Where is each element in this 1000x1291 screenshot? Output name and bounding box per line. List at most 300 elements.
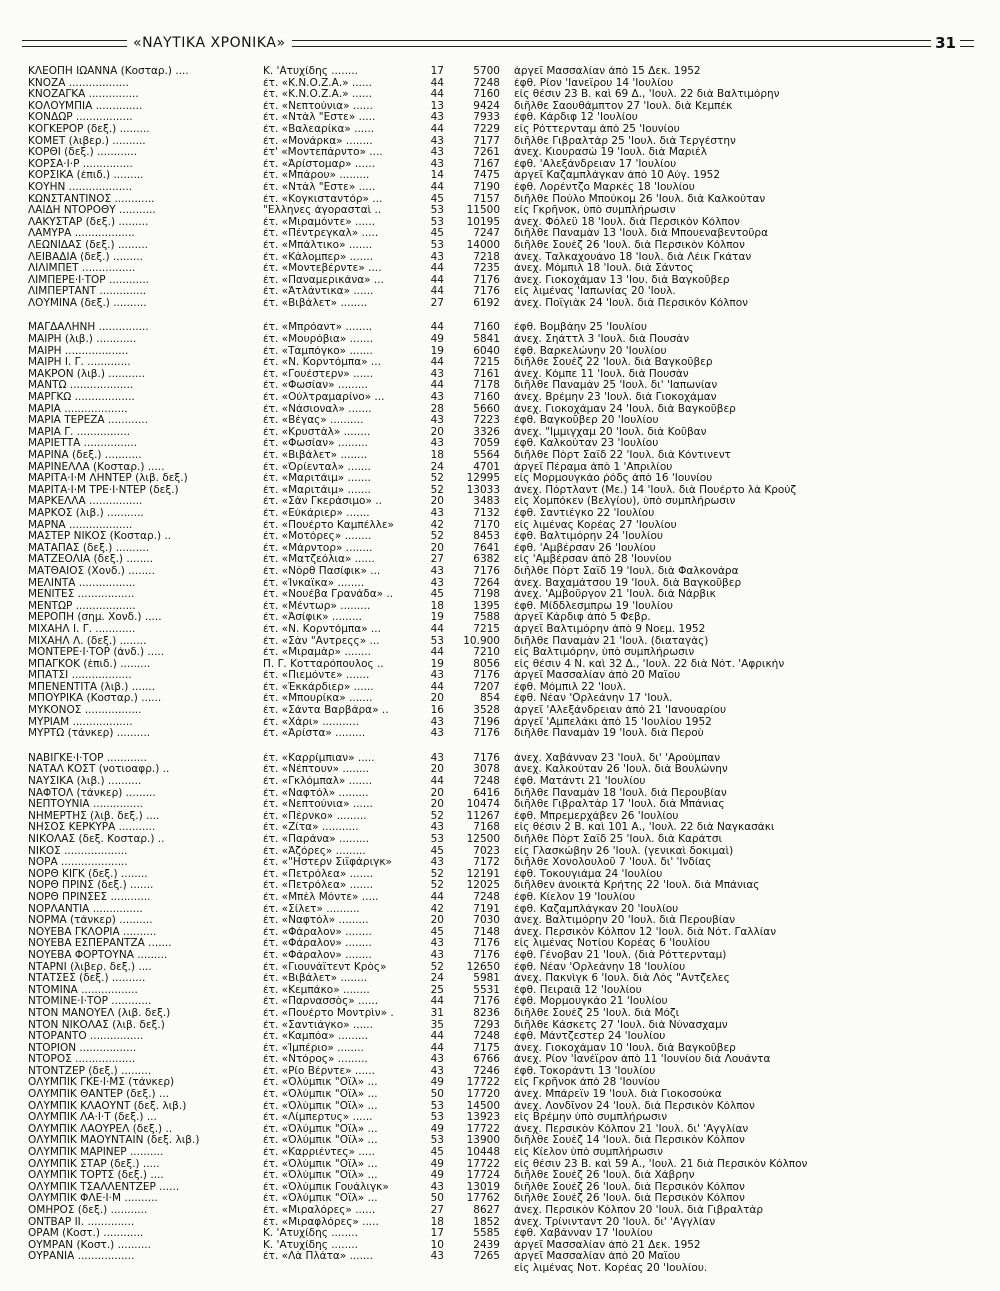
ship-name: ΚΝΟΖΑ ..................	[28, 77, 129, 89]
built-year: 44	[430, 263, 444, 275]
tonnage: 7178	[473, 380, 500, 392]
table-row	[28, 799, 968, 811]
table-row	[28, 1205, 968, 1217]
table-row	[28, 112, 968, 124]
position-report: ἀνεχ. Τρίνινταντ 20 'Ιουλ. δι' 'Αγγλίαν	[514, 1216, 716, 1228]
ship-name: ΟΥΜΡΑΝ (Κοστ.) ..........	[28, 1239, 151, 1251]
ship-name: ΜΥΡΙΑΜ ..................	[28, 716, 133, 728]
tonnage: 14000	[466, 239, 500, 251]
ship-owner: ἐτ. «Ρίο Βέρντε» ......	[263, 1065, 375, 1077]
ship-owner: ἐτ. «Σάντα Βαρβάρα» ..	[263, 705, 389, 717]
ship-name: ΟΛΥΜΠΙΚ ΤΣΑΛΛΕΝΤΖΕΡ ......	[28, 1181, 180, 1193]
ship-owner: ἐτ. «Οὐλτραμαρίνο» ...	[263, 392, 385, 404]
table-row	[28, 705, 968, 717]
tonnage: 9424	[473, 100, 500, 112]
ship-name: ΛΙΛΙΜΠΕΤ ................	[28, 263, 136, 275]
built-year: 45	[430, 228, 444, 240]
ship-name: ΝΟΡΘ ΠΡΙΝΣΕΣ ............	[28, 891, 151, 903]
ship-owner: ἐτ. «Κρυστὰλ» ........	[263, 426, 371, 438]
built-year: 20	[430, 693, 444, 705]
ship-name	[28, 1263, 258, 1275]
position-report: ἀνεχ. Γιοκοχάμαν 10 'Ιουλ. διὰ Βαγκοῦβερ	[514, 1042, 736, 1054]
tonnage: 7176	[473, 996, 500, 1008]
tonnage: 7215	[473, 357, 500, 369]
tonnage: 17724	[466, 1170, 500, 1182]
tonnage: 5700	[473, 66, 500, 77]
tonnage: 6766	[473, 1054, 500, 1066]
tonnage: 13033	[466, 484, 500, 496]
table-row	[28, 1066, 968, 1078]
table-row	[28, 880, 968, 892]
ship-name: ΚΟΝΔΩΡ .................	[28, 112, 133, 124]
tonnage: 7177	[473, 135, 500, 147]
position-report: ἀνεχ. Ρίον 'Ιανέϊρον ἀπὸ 11 'Ιουνίου διὰ Λουάντα	[514, 1054, 771, 1066]
built-year: 43	[430, 670, 444, 682]
built-year: 44	[430, 286, 444, 298]
table-row	[28, 1228, 968, 1240]
ship-owner: ἐτ. «Βιβάλετ» ........	[263, 297, 368, 309]
position-report: εἰς Βρέμην ὑπὸ συμπλήρωσιν	[514, 1112, 668, 1124]
position-report: ἐφθ. Νέαν 'Ορλεάνην 17 'Ιουλ.	[514, 693, 673, 705]
built-year: 28	[430, 403, 444, 415]
tonnage: 7160	[473, 89, 500, 101]
position-report: διῆλθε Χονολουλοῦ 7 'Ιουλ. δι' 'Ινδίας	[514, 857, 712, 869]
position-report: ἀνεχ. Φόλεϋ 18 'Ιουλ. διὰ Περσικὸν Κόλπον	[514, 216, 740, 228]
built-year: 20	[430, 764, 444, 776]
tonnage: 11500	[466, 205, 500, 217]
tonnage: 7176	[473, 949, 500, 961]
ship-name: ΝΤΟΜΙΝΑ .................	[28, 984, 138, 996]
position-report: ἐφθ. Τοκοράντι 13 'Ιουλίου	[514, 1065, 656, 1077]
header-rule-right	[960, 40, 974, 47]
built-year: 44	[430, 181, 444, 193]
ship-owner: ἐτ. «Λὰ Πλάτα» .......	[263, 1251, 373, 1263]
ship-name: ΜΠΕΝΕΝΤΙΤΑ (λιβ.) .......	[28, 681, 156, 693]
table-row	[28, 857, 968, 869]
table-row	[28, 869, 968, 881]
built-year: 43	[430, 112, 444, 124]
position-report: ἀργεῖ 'Αλεξάνδρειαν ἀπὸ 21 'Ιανουαρίου	[514, 705, 727, 717]
ship-owner: ἐτ. «Νάσιοναλ» .......	[263, 403, 372, 415]
position-report: εἰς Μορμουγκάο ῥόδς ἀπὸ 16 'Ιουνίου	[514, 473, 713, 485]
built-year: 43	[430, 438, 444, 450]
table-row	[28, 275, 968, 287]
tonnage: 3528	[473, 705, 500, 717]
ship-owner: ἐτ. «Φάραλον» ........	[263, 926, 372, 938]
built-year: 44	[430, 996, 444, 1008]
page-title: «ΝΑΥΤΙΚΑ ΧΡΟΝΙΚΑ»	[133, 35, 286, 51]
tonnage: 7157	[473, 193, 500, 205]
ship-owner: ἐτ. «Πέντρεγκαλ» .....	[263, 228, 379, 240]
ship-name: ΟΛΥΜΠΙΚ ΓΚΕ·Ι·ΜΣ (τάνκερ)	[28, 1077, 175, 1089]
tonnage: 2439	[473, 1239, 500, 1251]
table-row	[28, 834, 968, 846]
tonnage: 8627	[473, 1205, 500, 1216]
built-year: 44	[430, 776, 444, 788]
table-row	[28, 147, 968, 159]
tonnage: 7641	[473, 542, 500, 554]
tonnage: 17720	[466, 1089, 500, 1101]
position-report: διῆλθε Σουὲζ 25 'Ιουλ. διὰ Μόζι	[514, 1007, 680, 1019]
ship-owner: ἐτ. «Φωσίαν» .........	[263, 438, 368, 450]
ship-owner: ἐτ. «Πουέρτο Καμπέλλε»	[263, 519, 394, 531]
ship-name: ΚΝΟΖΑΓΚΑ ...............	[28, 89, 139, 101]
built-year: 44	[430, 623, 444, 635]
ship-name: ΟΥΡΑΝΙΑ .................	[28, 1251, 135, 1263]
ship-name: ΝΟΥΕΒΑ ΕΣΠΕΡΑΝΤΖΑ .......	[28, 938, 172, 950]
ship-owner: ἐτ. «Ἀτλάντικα» ......	[263, 286, 374, 298]
table-row	[28, 1101, 968, 1113]
ship-owner: ἐτ. «Πιεμόντε» .......	[263, 670, 370, 682]
ship-owner: ἐτ. «Ναφτόλ» .........	[263, 915, 369, 927]
ship-owner: ἐτ. «Πέρνκο» .........	[263, 810, 367, 822]
tonnage	[446, 1263, 514, 1275]
ship-owner: ἐτ. «Σὰν "Αντρεςς» ...	[263, 635, 380, 647]
tonnage: 7176	[473, 286, 500, 298]
built-year: 43	[430, 716, 444, 728]
built-year: 53	[430, 216, 444, 228]
table-row	[28, 647, 968, 659]
tonnage: 17762	[466, 1193, 500, 1205]
ship-name: ΜΑΡΙΕΤΤΑ ................	[28, 438, 138, 450]
table-row	[28, 228, 968, 240]
position-report: εἰς θέσιν 4 Ν. καὶ 32 Δ., 'Ιουλ. 22 διὰ Νότ. 'Αφρικὴν	[514, 658, 785, 670]
ship-owner: ἐτ. «Ντόρος» .........	[263, 1054, 368, 1066]
header-rule-middle	[292, 40, 932, 47]
built-year: 13	[430, 100, 444, 112]
ship-name: ΜΠΟΥΡΙΚΑ (Κοσταρ.) ......	[28, 693, 162, 705]
tonnage: 14500	[466, 1100, 500, 1112]
ship-name: ΚΟΜΕΤ (λιβερ.) ..........	[28, 135, 146, 147]
built-year: 45	[430, 193, 444, 205]
position-report: διῆλθε Παναμὰν 18 'Ιουλ. διὰ Περουβίαν	[514, 787, 727, 799]
built-year: 31	[430, 1007, 444, 1019]
built-year: 50	[430, 1193, 444, 1205]
tonnage: 7190	[473, 181, 500, 193]
tonnage: 7030	[473, 915, 500, 927]
tonnage: 7176	[473, 565, 500, 577]
position-report: ἀργεῖ 'Αμπελάκι ἀπὸ 15 'Ιουλίου 1952	[514, 716, 712, 728]
ship-owner: ἐτ. «Καρριέντες» .....	[263, 1147, 375, 1159]
ship-owner: ἐτ. «Μοντεβέρντε» ....	[263, 263, 382, 275]
table-row	[28, 194, 968, 206]
ship-name: ΟΛΥΜΠΙΚ ΜΑΟΥΝΤΑΙΝ (δεξ. λιβ.)	[28, 1135, 200, 1147]
position-report: ἀνεχ. Γιοκοχάμαν 24 'Ιουλ. διὰ Βαγκοῦβερ	[514, 403, 736, 415]
ship-owner: ἐτ. «Μάρντορ» ........	[263, 542, 373, 554]
built-year: 43	[430, 392, 444, 404]
ship-owner: ἐτ. «Εὐκάριερ» .......	[263, 507, 370, 519]
header-rule-left	[22, 40, 127, 47]
tonnage: 7210	[473, 647, 500, 659]
position-report: διῆλθε Παναμὰν 21 'Ιουλ. (διαταγὰς)	[514, 635, 709, 647]
position-report: ἀνεχ. Ταλκαχουάνο 18 'Ιουλ. διὰ Λέικ Γκάταν	[514, 251, 752, 263]
ship-name: ΟΛΥΜΠΙΚ ΚΛΑΟΥΝΤ (δεξ. λιβ.)	[28, 1100, 187, 1112]
table-row	[28, 357, 968, 369]
table-row	[28, 1008, 968, 1020]
ship-owner: ἐτ. «Ὀλύμπικ "Οϊλ» ...	[263, 1135, 378, 1147]
position-report: ἀργεῖ Μασσαλίαν ἀπὸ 20 Μαΐου	[514, 670, 681, 682]
table-row	[28, 811, 968, 823]
ship-owner: ἐτ. «Μιραμὰρ» ........	[263, 647, 372, 659]
tonnage: 7588	[473, 612, 500, 624]
ship-owner: ἐτ. «Ἀρίστομαρ» ......	[263, 158, 375, 170]
ship-owner: ἐτ. «Κογκισταντόρ» ...	[263, 193, 383, 205]
built-year: 45	[430, 845, 444, 857]
position-report: ἀνεχ. Ποϊγιὰκ 24 'Ιουλ. διὰ Περσικὸν Κόλπον	[514, 297, 748, 309]
built-year: 20	[430, 542, 444, 554]
ship-owner: ἐτ. «"Ηστερν Σιϊφάριγκ»	[263, 857, 392, 869]
tonnage: 6192	[473, 297, 500, 309]
ship-owner: ἐτ. «Κεμπάκο» ........	[263, 984, 370, 996]
position-report: διῆλθε Παναμὰν 19 'Ιουλ. διὰ Περοὺ	[514, 728, 704, 740]
position-report: ἀνεχ. Γιοκοχάμαν 13 'Ιου. διὰ Βαγκοῦβερ	[514, 274, 730, 286]
position-report: διῆλθε Πὸρτ Σαΐδ 19 'Ιουλ. διὰ Φαλκονάρα	[514, 565, 739, 577]
built-year: 49	[430, 1123, 444, 1135]
tonnage: 7196	[473, 716, 500, 728]
built-year: 52	[430, 484, 444, 496]
tonnage: 7215	[473, 623, 500, 635]
tonnage: 11267	[466, 810, 500, 822]
page-header	[22, 28, 974, 58]
built-year: 27	[430, 1205, 444, 1216]
tonnage: 7264	[473, 577, 500, 589]
position-report: ἀνεχ. Μόμπιλ 18 'Ιουλ. διὰ Σάντος	[514, 263, 694, 275]
built-year: 43	[430, 822, 444, 834]
table-row	[28, 404, 968, 416]
tonnage: 12650	[466, 961, 500, 973]
built-year: 43	[430, 1065, 444, 1077]
position-report: ἐφθ. Λορέντζο Μαρκὲς 18 'Ιουλίου	[514, 181, 695, 193]
table-row	[28, 1193, 968, 1205]
ship-name: ΟΝΤΒΑΡ ΙΙ. ..............	[28, 1216, 135, 1228]
ship-name: ΜΕΡΟΠΗ (σημ. Χονδ.) .....	[28, 612, 162, 624]
position-report: διῆλθε Σουὲζ 26 'Ιουλ. διὰ Περσικὸν Κόλπον	[514, 239, 745, 251]
tonnage: 13019	[466, 1181, 500, 1193]
built-year: 17	[430, 1228, 444, 1240]
tonnage: 7170	[473, 519, 500, 531]
ship-owner: ἐτ. «Μπουρίκα» .......	[263, 693, 373, 705]
position-report: διῆλθε Παναμὰν 13 'Ιουλ. διὰ Μπουεναβεντοῦρα	[514, 228, 768, 240]
built-year: 42	[430, 519, 444, 531]
built-year: 43	[430, 1054, 444, 1066]
position-report: διῆλθε Πὸρτ Σαΐδ 22 'Ιουλ. διὰ Κόντινεντ	[514, 450, 731, 461]
table-row	[28, 322, 968, 334]
ship-name: ΛΟΥΜΙΝΑ (δεξ.) ..........	[28, 297, 147, 309]
built-year: 43	[430, 565, 444, 577]
ship-name: ΝΤΑΤΣΕΣ (δεξ.) ..........	[28, 973, 146, 985]
built-year: 44	[430, 1031, 444, 1043]
table-row	[28, 938, 968, 950]
built-year: 52	[430, 810, 444, 822]
table-row	[28, 950, 968, 962]
table-row	[28, 682, 968, 694]
ship-owner: ἐτ. «Γκλόμπαλ» .......	[263, 776, 373, 788]
tonnage: 6040	[473, 345, 500, 357]
ship-owner: ἐτ. «Ὀλύμπικ "Οϊλ» ...	[263, 1100, 378, 1112]
built-year: 43	[430, 507, 444, 519]
position-report: διῆλθε Σουὲζ 26 'Ιουλ. διὰ Περσικὸν Κόλπον	[514, 1193, 745, 1205]
position-report: ἐφθ. Βαλτιμόρην 24 'Ιουλίου	[514, 531, 663, 543]
table-row	[28, 1170, 968, 1182]
ship-name: ΝΟΥΕΒΑ ΓΚΛΟΡΙΑ ..........	[28, 926, 157, 938]
ship-owner: ἐτ. «Ὀλύμπικ "Οϊλ» ...	[263, 1123, 378, 1135]
position-report: ἐφθ. Νέαν 'Ορλεάνην 18 'Ιουλίου	[514, 961, 686, 973]
ship-owner: ἐτ. «Ζίτα» ...........	[263, 822, 359, 834]
ship-owner: ἐτ. «Χάρι» ...........	[263, 716, 359, 728]
tonnage: 3078	[473, 764, 500, 776]
ship-name: ΝΟΥΕΒΑ ΦΟΡΤΟΥΝΑ .........	[28, 949, 168, 961]
ship-owner: ἐτ. «Νὸρθ Πασίφικ» ...	[263, 565, 381, 577]
position-report: ἐφθ. Μορμουγκάο 21 'Ιουλίου	[514, 996, 668, 1008]
built-year: 18	[430, 450, 444, 461]
built-year: 44	[430, 322, 444, 334]
ship-owner: ἐτ. «Καμπόα» .........	[263, 1031, 369, 1043]
built-year: 20	[430, 426, 444, 438]
ship-owner: Κ. 'Ατυχίδης ........	[263, 1239, 358, 1251]
tonnage: 5660	[473, 403, 500, 415]
table-row	[28, 1135, 968, 1147]
ship-name: ΜΑΡΚΕΛΛΑ ................	[28, 496, 143, 508]
ship-owner: ἐτ. «Πουέρτο Μοντρὶν» .	[263, 1007, 394, 1019]
built-year: 44	[430, 77, 444, 89]
ship-name: ΟΜΗΡΟΣ (δεξ.) ...........	[28, 1205, 148, 1216]
tonnage: 8453	[473, 531, 500, 543]
ship-owner: ἐτ. «Φάραλον» ........	[263, 949, 372, 961]
position-report: ἀργεῖ Κάρδιφ ἀπὸ 5 Φεβρ.	[514, 612, 651, 624]
ship-name: ΝΤΟΡΟΣ ..................	[28, 1054, 136, 1066]
ship-owner: "Ελληνες ἀγορασταὶ ..	[263, 205, 382, 217]
ship-name: ΝΟΡΘ ΚΙΓΚ (δεξ.) ........	[28, 868, 148, 880]
built-year: 53	[430, 1100, 444, 1112]
ship-owner: ἐτ. «Βαλεαρίκα» ......	[263, 123, 375, 135]
ship-owner: ἐτ. «Κ.Ν.Ο.Ζ.Α.» ......	[263, 77, 372, 89]
table-row	[28, 415, 968, 427]
built-year: 44	[430, 380, 444, 392]
table-row	[28, 286, 968, 298]
position-report: ἐφθ. Γένοβαν 21 'Ιουλ. (διὰ Ρόττερνταμ)	[514, 949, 727, 961]
tonnage: 3483	[473, 496, 500, 508]
ship-name: ΟΛΥΜΠΙΚ ΤΟΡΤΣ (δεξ.) ....	[28, 1170, 164, 1182]
table-row	[28, 764, 968, 776]
ship-name: ΝΟΡΛΑΝΤΙΑ ...............	[28, 903, 143, 915]
ship-owner: ἐτ. «Καρρίμπιαν» .....	[263, 752, 375, 764]
ship-name: ΝΟΡΑ ....................	[28, 857, 128, 869]
table-row	[28, 170, 968, 182]
ship-name: ΛΑΜΥΡΑ ..................	[28, 228, 135, 240]
position-report: εἰς Βαλτιμόρην, ὑπὸ συμπλήρωσιν	[514, 647, 695, 659]
built-year: 43	[430, 147, 444, 159]
ship-owner: ἐτ. «Ν. Κορντόμπα» ...	[263, 357, 381, 369]
ship-name: ΛΑΙΔΗ ΝΤΟΡΟΘΥ ...........	[28, 205, 156, 217]
ship-name: ΝΗΜΕΡΤΗΣ (λιβ. δεξ.) ....	[28, 810, 160, 822]
position-report: εἰς λιμένας 'Ιαπωνίας 20 'Ιουλ.	[514, 286, 676, 298]
ship-name: ΜΑΤΘΑΙΟΣ (Χονδ.) ........	[28, 565, 155, 577]
built-year: 49	[430, 334, 444, 346]
tonnage: 7176	[473, 274, 500, 286]
position-report: ἀνεχ. Περσικὸν Κόλπον 20 'Ιουλ. διὰ Γιβραλτὰρ	[514, 1205, 764, 1216]
built-year: 52	[430, 531, 444, 543]
built-year: 50	[430, 1089, 444, 1101]
ship-name: ΟΛΥΜΠΙΚ ΘΑΝΤΕΡ (δεξ.) ...	[28, 1089, 169, 1101]
position-report: εἰς λιμένας Κορέας 27 'Ιουλίου	[514, 519, 677, 531]
position-report: ἀνεχ. Βαλτιμόρην 20 'Ιουλ. διὰ Περουβίαν	[514, 915, 736, 927]
ship-owner: ἐτ. «Μουρόβια» .......	[263, 334, 374, 346]
tonnage: 1395	[473, 600, 500, 612]
tonnage: 13923	[466, 1112, 500, 1124]
tonnage: 10.900	[463, 635, 500, 647]
tonnage: 17722	[466, 1077, 500, 1089]
table-row	[28, 263, 968, 275]
ship-name: ΝΤΟΝ ΝΙΚΟΛΑΣ (λιβ. δεξ.)	[28, 1019, 165, 1031]
built-year: 19	[430, 612, 444, 624]
tonnage: 7167	[473, 158, 500, 170]
position-report: ἐφθ. Κίελον 19 'Ιουλίου	[514, 891, 636, 903]
table-row	[28, 985, 968, 997]
tonnage: 7176	[473, 938, 500, 950]
built-year: 25	[430, 984, 444, 996]
table-row	[28, 1147, 968, 1159]
ship-owner: ἐτ. «Μαριτάιμ» .......	[263, 484, 371, 496]
built-year: 35	[430, 1019, 444, 1031]
table-row	[28, 753, 968, 765]
table-row	[28, 1217, 968, 1229]
position-report: ἀνεχ. Χαβάνναν 23 'Ιουλ. δι' 'Αρούμπαν	[514, 752, 721, 764]
ship-name: ΝΑΥΣΙΚΑ (λιβ.) ..........	[28, 776, 142, 788]
table-row	[28, 508, 968, 520]
ship-owner: ἐτ' «Μοντεπάρντο» ....	[263, 147, 383, 159]
table-row	[28, 728, 968, 740]
tonnage: 12995	[466, 473, 500, 485]
position-report: εἰς Γκρῆνοκ, ὑπὸ συμπλήρωσιν	[514, 205, 676, 217]
tonnage: 7176	[473, 752, 500, 764]
ship-name: ΜΑΚΡΟΝ (λιβ.) ...........	[28, 368, 145, 380]
built-year: 43	[430, 857, 444, 869]
built-year: 43	[430, 949, 444, 961]
built-year: 49	[430, 1170, 444, 1182]
table-row	[28, 438, 968, 450]
position-report: διῆλθε Παναμὰν 25 'Ιουλ. δι' 'Ιαπωνίαν	[514, 380, 718, 392]
tonnage: 10474	[466, 799, 500, 811]
position-report: διῆλθε Σουὲζ 14 'Ιουλ. διὰ Περσικὸν Κόλπον	[514, 1135, 745, 1147]
table-row	[28, 66, 968, 78]
ship-owner: ἐτ. «Πετρόλεα» .......	[263, 868, 374, 880]
ship-owner: ἐτ. «Ἐκκάρδιερ» ......	[263, 681, 374, 693]
position-report: εἰς Γκρῆνοκ ἀπὸ 28 'Ιουνίου	[514, 1077, 661, 1089]
table-row	[28, 1089, 968, 1101]
table-row	[28, 1112, 968, 1124]
ship-name: ΚΟΓΚΕΡΟΡ (δεξ.) .........	[28, 123, 150, 135]
table-row	[28, 693, 968, 705]
table-row	[28, 1054, 968, 1066]
tonnage: 7161	[473, 368, 500, 380]
tonnage: 1852	[473, 1216, 500, 1228]
built-year: 43	[430, 158, 444, 170]
tonnage: 10448	[466, 1147, 500, 1159]
table-row	[28, 159, 968, 171]
tonnage: 7223	[473, 415, 500, 427]
built-year: 43	[430, 135, 444, 147]
built-year: 17	[430, 66, 444, 77]
position-report: ἀνεχ. 'Αμβοῦργον 21 'Ιουλ. διὰ Νάρβικ	[514, 589, 716, 601]
built-year: 52	[430, 880, 444, 892]
ship-name: ΜΑΡΚΟΣ (λιβ.) ...........	[28, 507, 144, 519]
tonnage: 7248	[473, 776, 500, 788]
built-year: 19	[430, 658, 444, 670]
built-year: 53	[430, 205, 444, 217]
table-row	[28, 346, 968, 358]
ship-owner: Π. Γ. Κοτταρόπουλος ..	[263, 658, 384, 670]
table-row	[28, 380, 968, 392]
